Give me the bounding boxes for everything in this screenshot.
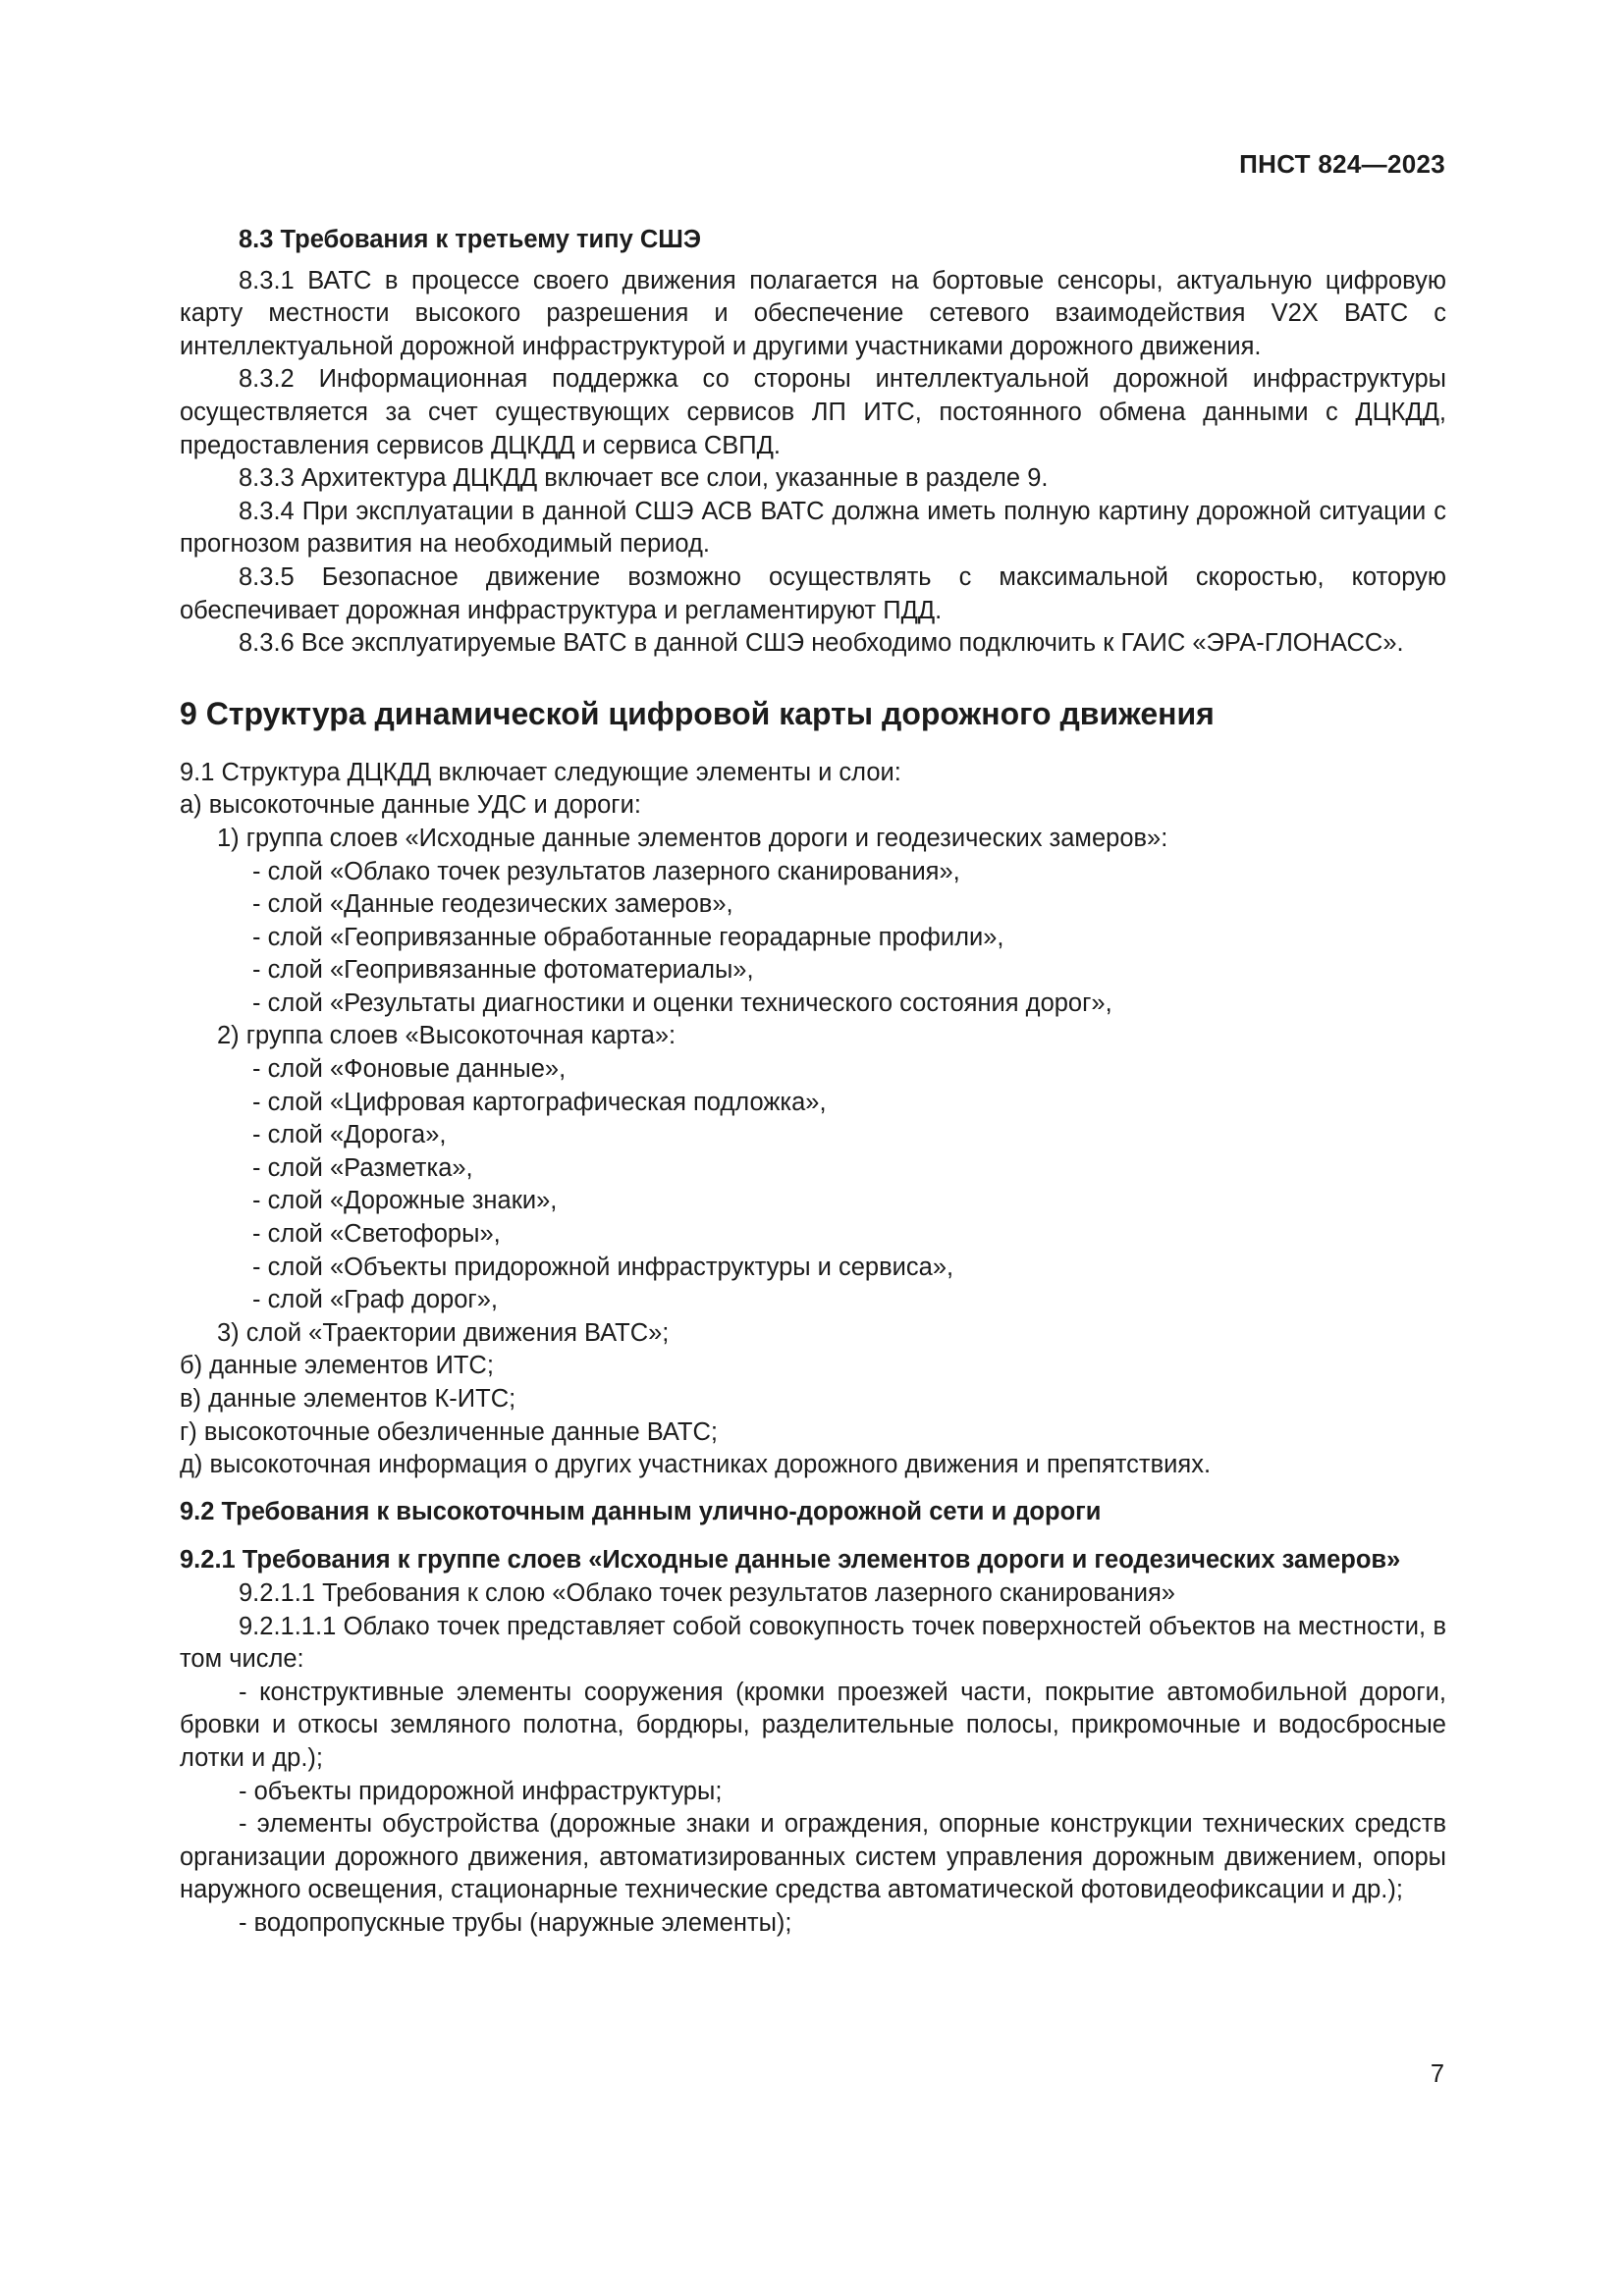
layer-item: - слой «Цифровая картографическая подложка», [252, 1088, 827, 1116]
list-item-d: д) высокоточная информация о других участниках дорожного движения и препятствиях. [180, 1451, 1212, 1479]
paragraph-8-3-6: 8.3.6 Все эксплуатируемые ВАТС в данной СШЭ необходимо подключить к ГАИС «ЭРА-ГЛОНАСС». [239, 629, 1404, 658]
layer-3: 3) слой «Траектории движения ВАТС»; [217, 1318, 670, 1347]
list-item: - элементы обустройства (дорожные знаки и ограждения, опорные конструкции технических средств организации дорожного движения, автоматизированных систем управления дорожным движением, опоры наружного освещения, стационарные технические средства автоматической фотовидеофиксации и др.); [180, 1810, 1446, 1904]
layer-item: - слой «Объекты придорожной инфраструктуры и сервиса», [252, 1253, 954, 1281]
layer-item: - слой «Светофоры», [252, 1220, 501, 1249]
layer-item: - слой «Результаты диагностики и оценки технического состояния дорог», [252, 988, 1112, 1017]
paragraph-8-3-1: 8.3.1 ВАТС в процессе своего движения полагается на бортовые сенсоры, актуальную цифровую карту местности высокого разрешения и обеспечение сетевого взаимодействия V2X ВАТС с интеллектуальной дорожной инфраструктурой и другими участниками дорожного движения. [180, 266, 1446, 360]
list-item-b: б) данные элементов ИТС; [180, 1352, 494, 1380]
paragraph-8-3-2: 8.3.2 Информационная поддержка со стороны интеллектуальной дорожной инфраструктуры осуществляется за счет существующих сервисов ЛП ИТС, постоянного обмена данными с ДЦКДД, предоставления сервисов ДЦКДД и сервиса СВПД. [180, 365, 1446, 459]
layer-item: - слой «Геопривязанные обработанные георадарные профили», [252, 923, 1004, 951]
layer-item: - слой «Данные геодезических замеров», [252, 890, 733, 919]
document-code: ПНСТ 824—2023 [1239, 149, 1445, 179]
page-content [180, 224, 1446, 1941]
list-item: - водопропускные трубы (наружные элементы); [239, 1908, 792, 1937]
layer-item: - слой «Разметка», [252, 1153, 473, 1182]
section-title-9: 9 Структура динамической цифровой карты дорожного движения [180, 695, 1215, 731]
list-item-v: в) данные элементов К-ИТС; [180, 1385, 516, 1413]
paragraph-8-3-3: 8.3.3 Архитектура ДЦКДД включает все слои, указанные в разделе 9. [239, 464, 1049, 493]
layer-item: - слой «Облако точек результатов лазерного сканирования», [252, 857, 960, 885]
paragraph-9-1: 9.1 Структура ДЦКДД включает следующие элементы и слои: [180, 758, 901, 786]
page-number: 7 [1430, 2060, 1444, 2088]
paragraph-8-3-4: 8.3.4 При эксплуатации в данной СШЭ АСВ ВАТС должна иметь полную картину дорожной ситуации с прогнозом развития на необходимый период. [180, 497, 1446, 559]
layer-group-1: 1) группа слоев «Исходные данные элементов дороги и геодезических замеров»: [217, 824, 1168, 852]
layer-group-2: 2) группа слоев «Высокоточная карта»: [217, 1022, 677, 1050]
layer-item: - слой «Дорога», [252, 1121, 447, 1149]
paragraph-8-3-5: 8.3.5 Безопасное движение возможно осуществлять с максимальной скоростью, которую обеспечивает дорожная инфраструктура и регламентируют ПДД. [180, 562, 1446, 624]
clause-9-2-1-1: 9.2.1.1 Требования к слою «Облако точек результатов лазерного сканирования» [239, 1578, 1175, 1607]
clause-9-2-1-1-1: 9.2.1.1.1 Облако точек представляет собой совокупность точек поверхностей объектов на местности, в том числе: [180, 1612, 1446, 1674]
layer-item: - слой «Фоновые данные», [252, 1055, 567, 1084]
list-item: - объекты придорожной инфраструктуры; [239, 1777, 723, 1805]
list-item-a: а) высокоточные данные УДС и дороги: [180, 791, 641, 820]
layer-item: - слой «Дорожные знаки», [252, 1187, 558, 1215]
layer-item: - слой «Граф дорог», [252, 1286, 498, 1314]
list-item-g: г) высокоточные обезличенные данные ВАТС; [180, 1417, 718, 1446]
layer-item: - слой «Геопривязанные фотоматериалы», [252, 956, 754, 985]
subsection-title-8-3: 8.3 Требования к третьему типу СШЭ [239, 226, 702, 253]
clause-title-9-2-1: 9.2.1 Требования к группе слоев «Исходные данные элементов дороги и геодезических замеров» [180, 1546, 1401, 1575]
subsection-title-9-2: 9.2 Требования к высокоточным данным улично-дорожной сети и дороги [180, 1497, 1102, 1525]
list-item: - конструктивные элементы сооружения (кромки проезжей части, покрытие автомобильной дороги, бровки и откосы земляного полотна, бордюры, разделительные полосы, прикромочные и водосбросные лотки и др.); [180, 1678, 1446, 1772]
